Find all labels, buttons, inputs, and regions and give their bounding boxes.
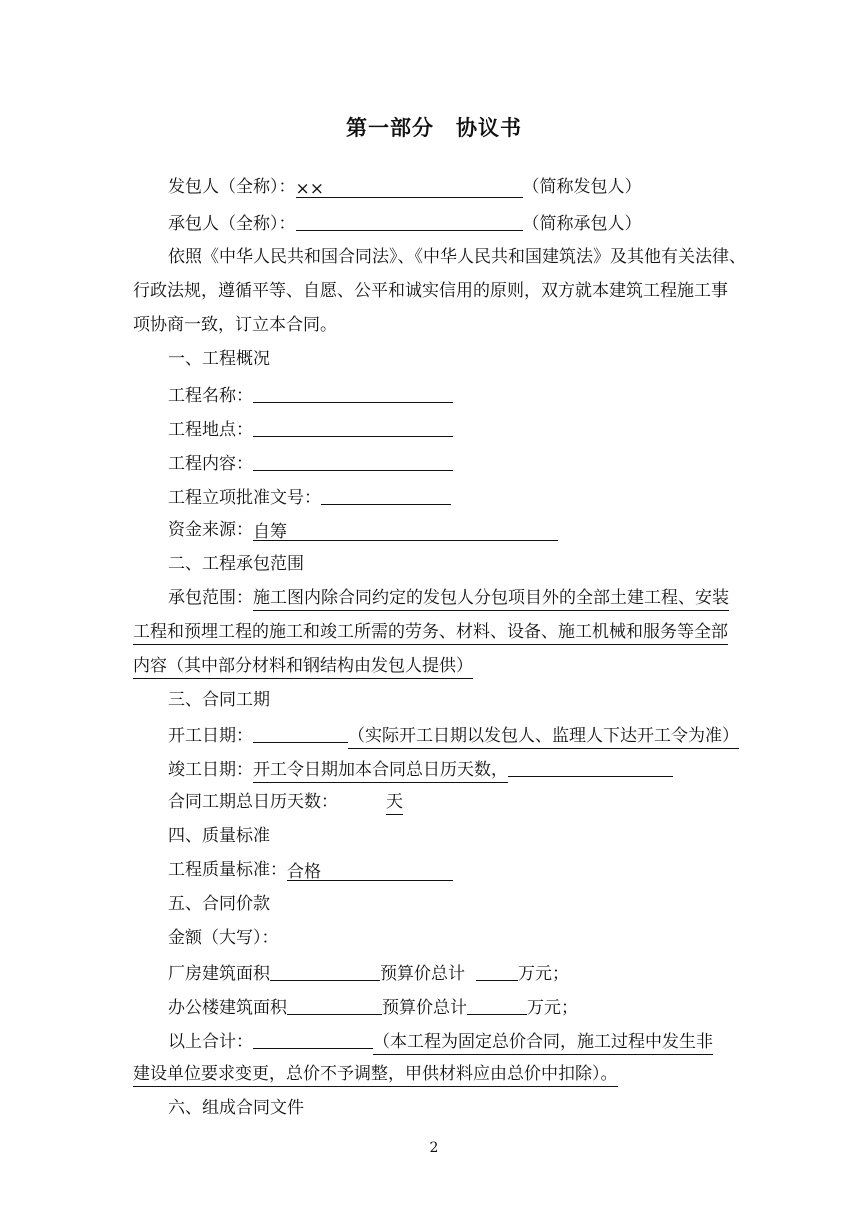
- quality-value: 合格: [287, 862, 321, 882]
- scope-text-2: 工程和预埋工程的施工和竣工所需的劳务、材料、设备、施工机械和服务等全部: [133, 622, 728, 645]
- office-area-label: 办公楼建筑面积: [168, 998, 287, 1018]
- factory-budget-label: 预算价总计: [380, 964, 465, 984]
- title-part: 第一部分: [346, 115, 434, 140]
- approval-number-line: [168, 484, 451, 510]
- total-price-line: [168, 1028, 713, 1054]
- total-days-unit: 天: [386, 792, 403, 815]
- total-days-line: [168, 790, 403, 814]
- project-content-label: 工程内容：: [168, 454, 253, 474]
- contractor-line: [168, 210, 642, 236]
- factory-unit: 万元；: [518, 964, 569, 984]
- scope-text-1: 施工图内除合同约定的发包人分包项目外的全部土建工程、安装: [253, 588, 729, 611]
- amount-label: 金额（大写）：: [168, 928, 279, 948]
- section-heading-2: 二、工程承包范围: [168, 554, 304, 574]
- total-price-field: [253, 1028, 373, 1049]
- section-heading-6: 六、组成合同文件: [168, 1098, 304, 1118]
- project-content-field: [253, 450, 453, 471]
- fund-source-label: 资金来源：: [168, 520, 253, 540]
- fund-source-field: [253, 520, 558, 541]
- approval-number-label: 工程立项批准文号：: [168, 488, 321, 508]
- office-price-line: [168, 994, 578, 1020]
- page-title: [0, 112, 868, 142]
- preamble-line-1: 依照《中华人民共和国合同法》、《中华人民共和国建筑法》及其他有关法律、: [168, 247, 746, 267]
- finish-date-value: 开工令日期加本合同总日历天数，: [253, 760, 508, 783]
- project-name-line: [168, 382, 453, 408]
- scope-text-3: 内容（其中部分材料和钢结构由发包人提供）: [133, 656, 473, 679]
- quality-field: [287, 860, 453, 881]
- finish-date-label: 竣工日期：: [168, 760, 253, 780]
- total-days-label: 合同工期总日历天数：: [168, 792, 338, 812]
- total-price-note-2: 建设单位要求变更，总价不予调整，甲供材料应由总价中扣除）。: [133, 1064, 618, 1087]
- title-name: 协议书: [456, 115, 522, 140]
- project-name-label: 工程名称：: [168, 386, 253, 406]
- start-date-note: （实际开工日期以发包人、监理人下达开工令为准）: [348, 726, 739, 749]
- office-budget-label: 预算价总计: [382, 998, 467, 1018]
- employer-label: 发包人（全称）：: [168, 177, 296, 197]
- office-budget-field: [467, 994, 527, 1015]
- preamble-line-3: 项协商一致，订立本合同。: [133, 315, 337, 335]
- scope-line-3: [133, 654, 473, 678]
- finish-date-field: [508, 756, 673, 777]
- section-heading-5: 五、合同价款: [168, 894, 270, 914]
- start-date-field: [253, 722, 348, 743]
- scope-label: 承包范围：: [168, 588, 253, 608]
- factory-price-line: [168, 960, 569, 986]
- quality-label: 工程质量标准：: [168, 860, 287, 880]
- quality-line: [168, 858, 453, 882]
- total-price-note-line-2: [133, 1062, 618, 1086]
- project-location-field: [253, 416, 453, 437]
- employer-line: [168, 175, 642, 199]
- fund-source-line: [168, 518, 558, 542]
- employer-name-value: ××: [295, 179, 324, 199]
- employer-name-field: [296, 177, 523, 198]
- fund-source-value: 自筹: [253, 522, 287, 542]
- project-content-line: [168, 450, 453, 476]
- section-heading-1: 一、工程概况: [168, 349, 270, 369]
- scope-line-1: [168, 586, 729, 610]
- employer-short: （简称发包人）: [522, 177, 642, 197]
- finish-date-line: [168, 756, 673, 782]
- page-number: 2: [429, 1140, 439, 1156]
- factory-budget-field: [476, 960, 518, 981]
- contractor-label: 承包人（全称）：: [168, 214, 296, 234]
- section-heading-3: 三、合同工期: [168, 690, 270, 710]
- start-date-label: 开工日期：: [168, 726, 253, 746]
- project-name-field: [253, 382, 453, 403]
- project-location-line: [168, 416, 453, 442]
- approval-number-field: [321, 484, 451, 505]
- project-location-label: 工程地点：: [168, 420, 253, 440]
- office-area-field: [287, 994, 382, 1015]
- factory-area-label: 厂房建筑面积: [168, 964, 270, 984]
- contractor-name-field: [296, 210, 523, 231]
- total-price-note: （本工程为固定总价合同，施工过程中发生非: [373, 1032, 713, 1055]
- scope-line-2: [133, 620, 728, 644]
- office-unit: 万元；: [527, 998, 578, 1018]
- contractor-short: （简称承包人）: [522, 214, 642, 234]
- start-date-line: [168, 722, 739, 748]
- section-heading-4: 四、质量标准: [168, 826, 270, 846]
- total-price-label: 以上合计：: [168, 1032, 253, 1052]
- factory-area-field: [270, 960, 380, 981]
- preamble-line-2: 行政法规，遵循平等、自愿、公平和诚实信用的原则，双方就本建筑工程施工事: [133, 281, 728, 301]
